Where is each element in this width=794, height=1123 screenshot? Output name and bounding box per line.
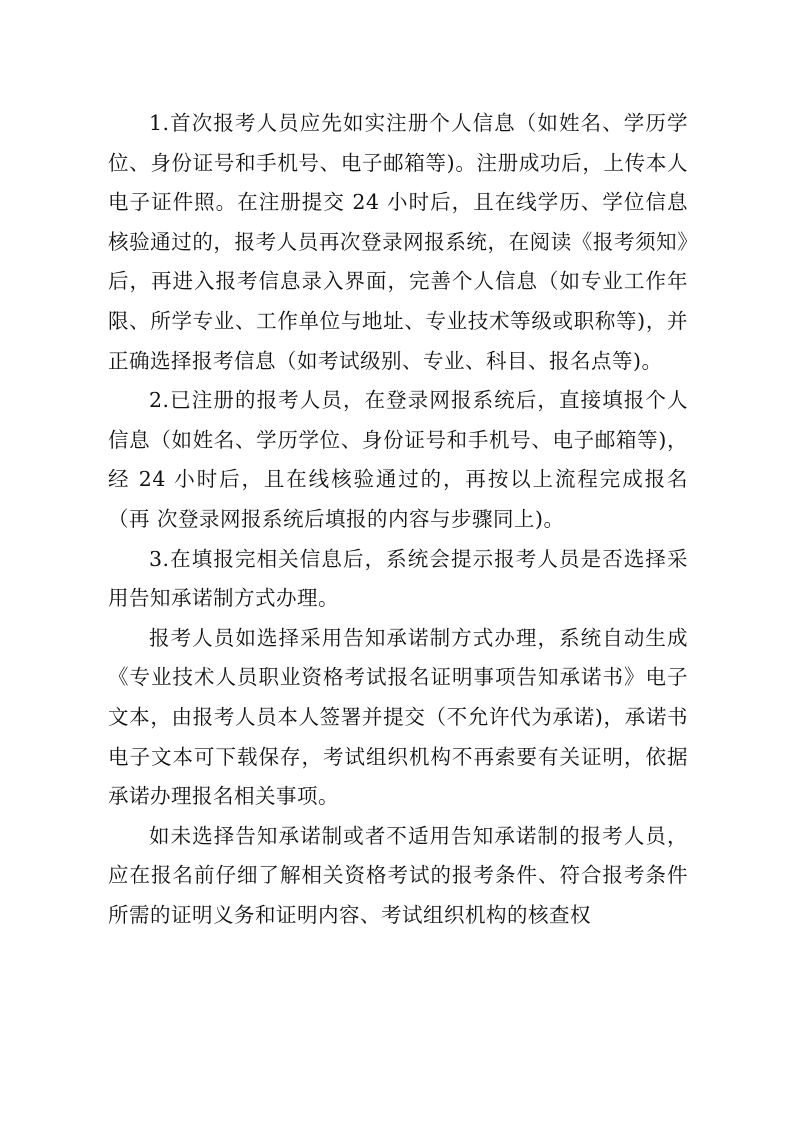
paragraph-4: 报考人员如选择采用告知承诺制方式办理，系统自动生成《专业技术人员职业资格考试报名证明事项告知承诺书》电子文本，由报考人员本人签署并提交（不允许代为承诺)，承诺书电子文本可下载保存，考试组织机构不再索要有关证明，依据承诺办理报名相关事项。 bbox=[108, 625, 688, 809]
paragraph-2: 2.已注册的报考人员，在登录网报系统后，直接填报个人 信息（如姓名、学历学位、身份证号和手机号、电子邮箱等)， 经 24 小时后，且在线核验通过的，再按以上流程完成报名（再 次登录网报系统后填报的内容与步骤同上)。 bbox=[108, 388, 688, 531]
paragraph-3: 3.在填报完相关信息后，系统会提示报考人员是否选择采用告知承诺制方式办理。 bbox=[108, 546, 688, 611]
paragraph-5: 如未选择告知承诺制或者不适用告知承诺制的报考人员，应在报名前仔细了解相关资格考试的报考条件、符合报考条件所需的证明义务和证明内容、考试组织机构的核查权 bbox=[108, 823, 688, 927]
document-body bbox=[108, 104, 688, 935]
paragraph-1: 1.首次报考人员应先如实注册个人信息（如姓名、学历学位、身份证号和手机号、电子邮箱等)。注册成功后，上传本人电子证件照。在注册提交 24 小时后，且在线学历、学位信息核验通过的，报考人员再次登录网报系统，在阅读《报考须知》后，再进入报考信息录入界面，完善个人信息（如专业工作年限、所学专业、工作单位与地址、专业技术等级或职称等)，并正确选择报考信息（如考试级别、专业、科目、报名点等)。 bbox=[108, 111, 688, 373]
